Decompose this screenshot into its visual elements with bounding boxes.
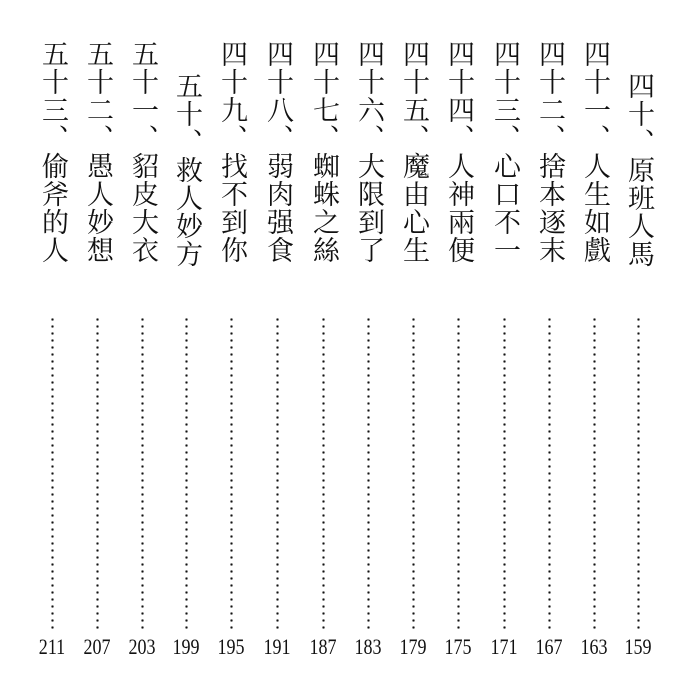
toc-entry-47 bbox=[306, 40, 340, 660]
page-number: 171 bbox=[490, 634, 518, 659]
entry-title: 四十九、找不到你 bbox=[216, 40, 247, 264]
entry-title: 四十、原班人馬 bbox=[623, 72, 654, 268]
page-number: 187 bbox=[309, 634, 337, 659]
page-number: 175 bbox=[444, 634, 472, 659]
leader-dots bbox=[51, 316, 54, 632]
entry-title: 五十、救人妙方 bbox=[171, 72, 202, 268]
entry-title: 五十一、貂皮大衣 bbox=[127, 40, 158, 264]
leader-dots bbox=[412, 316, 415, 632]
entry-title: 四十八、弱肉强食 bbox=[262, 40, 293, 264]
entry-title: 四十五、魔由心生 bbox=[398, 40, 429, 264]
leader-dots bbox=[457, 316, 460, 632]
entry-title: 五十二、愚人妙想 bbox=[82, 40, 113, 264]
toc-entry-49 bbox=[214, 40, 248, 660]
page-number: 167 bbox=[535, 634, 563, 659]
toc-entry-45 bbox=[396, 40, 430, 660]
page-number: 183 bbox=[354, 634, 382, 659]
leader-dots bbox=[185, 316, 188, 632]
leader-dots bbox=[503, 316, 506, 632]
leader-dots bbox=[367, 316, 370, 632]
entry-title: 四十一、人生如戲 bbox=[579, 40, 610, 264]
entry-title: 四十四、人神兩便 bbox=[443, 40, 474, 264]
page-number: 163 bbox=[580, 634, 608, 659]
page-number: 207 bbox=[83, 634, 111, 659]
toc-entry-40 bbox=[621, 40, 655, 660]
leader-dots bbox=[96, 316, 99, 632]
toc-entry-51 bbox=[125, 40, 159, 660]
toc-entry-42 bbox=[532, 40, 566, 660]
entry-title: 四十七、蜘蛛之絲 bbox=[308, 40, 339, 264]
entry-title: 五十三、偷斧的人 bbox=[37, 40, 68, 264]
entry-title: 四十三、心口不一 bbox=[489, 40, 520, 264]
entry-title: 四十二、捨本逐末 bbox=[534, 40, 565, 264]
page-number: 179 bbox=[399, 634, 427, 659]
toc-entry-50 bbox=[169, 40, 203, 660]
page-number: 195 bbox=[217, 634, 245, 659]
toc-entry-44 bbox=[441, 40, 475, 660]
page-number: 203 bbox=[128, 634, 156, 659]
leader-dots bbox=[322, 316, 325, 632]
leader-dots bbox=[548, 316, 551, 632]
leader-dots bbox=[141, 316, 144, 632]
page-number: 211 bbox=[38, 634, 66, 659]
page-number: 199 bbox=[172, 634, 200, 659]
toc-entry-41 bbox=[577, 40, 611, 660]
page-number: 191 bbox=[263, 634, 291, 659]
toc-entry-53 bbox=[35, 40, 69, 660]
toc-entry-46 bbox=[351, 40, 385, 660]
leader-dots bbox=[637, 316, 640, 632]
page-number: 159 bbox=[624, 634, 652, 659]
toc-entry-43 bbox=[487, 40, 521, 660]
entry-title: 四十六、大限到了 bbox=[353, 40, 384, 264]
leader-dots bbox=[593, 316, 596, 632]
toc-entry-52 bbox=[80, 40, 114, 660]
toc-entry-48 bbox=[260, 40, 294, 660]
leader-dots bbox=[230, 316, 233, 632]
leader-dots bbox=[276, 316, 279, 632]
